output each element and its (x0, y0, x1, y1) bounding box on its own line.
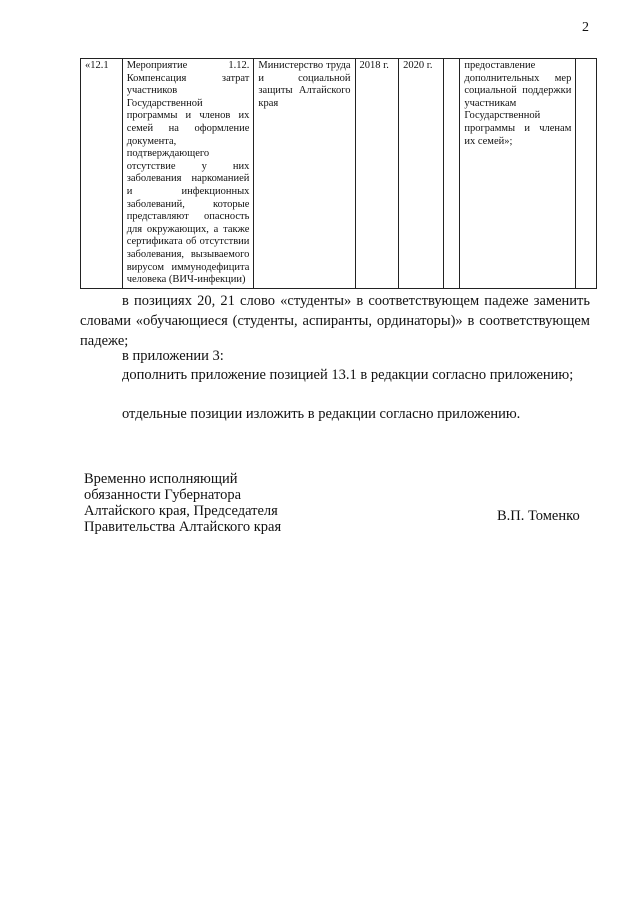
table-row (81, 59, 597, 289)
start-year-cell: 2018 г. (355, 59, 399, 289)
result-cell: предоставление дополнительных мер социальной поддержки участникам Государственной программы и членам их семей»; (460, 59, 576, 289)
signer-title-line-3: Алтайского края, Председателя (84, 503, 278, 519)
signer-title-line-4: Правительства Алтайского края (84, 519, 282, 535)
page-number: 2 (582, 20, 589, 35)
amendment-paragraph-1: в позициях 20, 21 слово «студенты» в соответствующем падеже заменить словами «обучающиеся (студенты, аспиранты, ординаторы)» в соответствующем падеже; (80, 293, 590, 349)
signer-name: В.П. Томенко (497, 508, 580, 524)
amendment-paragraph-4: отдельные позиции изложить в редакции согласно приложению. (122, 406, 521, 422)
program-measures-table (80, 58, 597, 289)
signature-block (84, 471, 281, 535)
signer-title-line-2: обязанности Губернатора (84, 487, 242, 503)
measure-description-cell: Мероприятие 1.12. Компенсация затрат участников Государственной программы и членов их семей на оформление документа, подтверждающего отсутствие у них заболевания наркоманией и инфекционных заболеваний, которые представляют опасность для окружающих, а также сертификата об отсутствии заболевания, вызываемого вирусом иммунодефицита человека (ВИЧ-инфекции) (122, 59, 254, 289)
empty-cell (443, 59, 460, 289)
end-year-cell: 2020 г. (399, 59, 444, 289)
position-number-cell: «12.1 (81, 59, 123, 289)
amendment-paragraph-2: в приложении 3: (122, 348, 224, 364)
signer-title-line-1: Временно исполняющий (84, 471, 238, 487)
amendment-paragraph-3: дополнить приложение позицией 13.1 в редакции согласно приложению; (122, 367, 574, 383)
empty-cell-2 (576, 59, 597, 289)
executor-cell: Министерство труда и социальной защиты Алтайского края (254, 59, 355, 289)
